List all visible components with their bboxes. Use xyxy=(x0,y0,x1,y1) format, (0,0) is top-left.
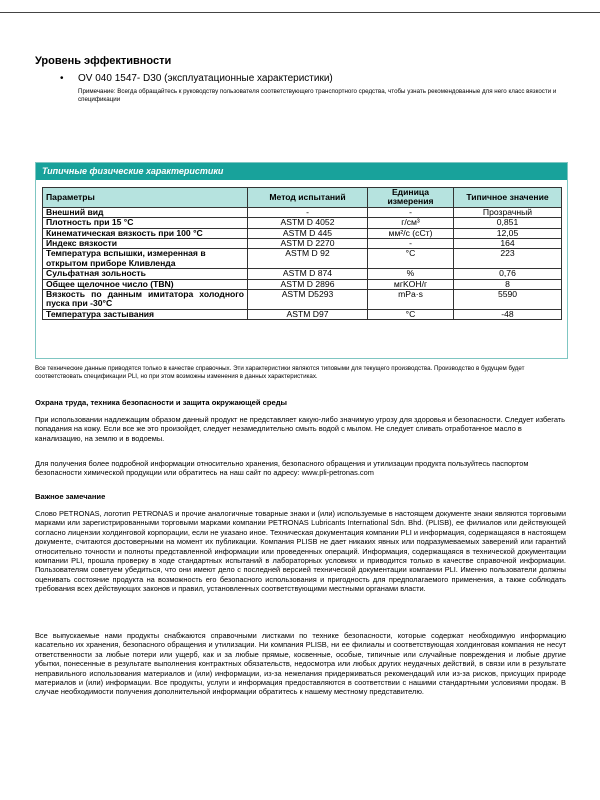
important-paragraph-1: Слово PETRONAS, логотип PETRONAS и прочие аналогичные товарные знаки и (или) используемые в настоящем документе знаки являются торговыми марками или зарегистрированными торговыми марками компании PETRONAS Lubricants International Sdn. Bhd. (PLISB), ее филиалов или действующей согласно лицензии холдинговой корпорации, если не указано иное. Техническая документация компании PLI и информация, содержащаяся в настоящем документе, считаются достоверными на момент их публикации. Компания PLISB не дает никаких явных или подразумеваемых заверений или гарантий относительно точности и полноты представленной информации или проведенных операций. Информация, содержащаяся в технической документации компании PLI, прошла проверку в ходе стандартных испытаний в лабораторных условиях и приводится только в качестве справочной информации. Пользователям советуем убедиться, что они имеют дело с последней версией технической документации компании PLI. Именно пользователи должны оценивать состояние продукта на возможность его безопасного использования и пригодность для предполагаемого применения, а также соблюдать требования всех действующих законов и правил, установленных соответствующими местными органами власти. xyxy=(35,509,567,594)
table-row xyxy=(43,279,562,289)
method-cell: ASTM D 4052 xyxy=(248,218,368,228)
value-cell: 223 xyxy=(454,249,562,269)
header-params: Параметры xyxy=(43,188,248,208)
table-row xyxy=(43,309,562,319)
table-row xyxy=(43,239,562,249)
param-cell: Внешний вид xyxy=(43,207,248,217)
param-cell: Температура вспышки, измеренная в открытом приборе Кливленда xyxy=(43,249,248,269)
param-cell: Температура застывания xyxy=(43,309,248,319)
unit-cell: % xyxy=(368,269,454,279)
method-cell: ASTM D5293 xyxy=(248,290,368,310)
properties-card-title: Типичные физические характеристики xyxy=(42,166,224,176)
section-title: Уровень эффективности xyxy=(35,55,172,67)
value-cell: 12,05 xyxy=(454,228,562,238)
method-cell: ASTM D 2270 xyxy=(248,239,368,249)
bullet-note: Примечание: Всегда обращайтесь к руководству пользователя соответствующего транспортного средства, чтобы узнать рекомендованные для него класс вязкости и спецификации xyxy=(78,88,557,103)
table-row xyxy=(43,228,562,238)
param-cell: Вязкость по данным имитатора холодного пуска при -30°C xyxy=(43,290,248,310)
unit-cell: мм²/с (сСт) xyxy=(368,228,454,238)
value-cell: -48 xyxy=(454,309,562,319)
header-method: Метод испытаний xyxy=(248,188,368,208)
method-cell: ASTM D 874 xyxy=(248,269,368,279)
properties-card xyxy=(35,162,568,359)
value-cell: 5590 xyxy=(454,290,562,310)
safety-title: Охрана труда, техника безопасности и защита окружающей среды xyxy=(35,398,288,407)
safety-paragraph-2: Для получения более подробной информации относительно хранения, безопасного обращения и утилизации продукта пользуйтесь паспортом безопасности химической продукции или обратитесь на наш сайт по адресу: www.pli-petronas.com xyxy=(35,459,529,478)
table-footnote: Все технические данные приводятся только в качестве справочных. Эти характеристики являются типовыми для текущего производства. Производство в будущем будет соответствовать спецификации PLI, но при этом возможны изменения в данных характеристиках. xyxy=(35,365,525,380)
table-row xyxy=(43,249,562,269)
value-cell: 0,851 xyxy=(454,218,562,228)
table-row xyxy=(43,207,562,217)
value-cell: 164 xyxy=(454,239,562,249)
unit-cell: °C xyxy=(368,249,454,269)
value-cell: 8 xyxy=(454,279,562,289)
properties-card-header xyxy=(36,163,567,180)
properties-table xyxy=(42,187,562,320)
value-cell: Прозрачный xyxy=(454,207,562,217)
safety-paragraph-1: При использовании надлежащим образом данный продукт не представляет какую-либо значимую угрозу для здоровья и безопасности. Следует избегать попадания на кожу. Если все же это произойдет, следует незамедлительно смыть водой с мылом. Не следует сливать отработанное масло в канализацию, на землю и в водоемы. xyxy=(35,415,565,443)
important-paragraph-2: Все выпускаемые нами продукты снабжаются справочными листками по технике безопасности, которые содержат необходимую информацию касательно их хранения, безопасного обращения и утилизации. Ни компания PLISB, ни ее филиалы и соответствующая холдинговая компания не несут ответственности за любые потери или ущерб, как и за любые прямые, косвенные, особые, типичные или случайные повреждения и любые другие убытки, понесенные в результате выполнения контрактных обязательств, недосмотра или любых других неудачных действий, в связи или в результате неправильного использования материалов и (или) информации, из-за нежелания придерживаться рекомендаций или из-за рисков, присущих природе материалов и (или) информации. Все продукты, услуги и информация предоставляются в соответствии с нашими стандартными условиями продаж. В случае необходимости получения дополнительной информации обратитесь к нашему местному представителю. xyxy=(35,631,566,697)
table-row xyxy=(43,269,562,279)
unit-cell: мгKOH/г xyxy=(368,279,454,289)
bullet-dot-icon: • xyxy=(60,73,64,84)
method-cell: - xyxy=(248,207,368,217)
value-cell: 0,76 xyxy=(454,269,562,279)
param-cell: Общее щелочное число (TBN) xyxy=(43,279,248,289)
table-row xyxy=(43,218,562,228)
method-cell: ASTM D 92 xyxy=(248,249,368,269)
method-cell: ASTM D97 xyxy=(248,309,368,319)
method-cell: ASTM D 2896 xyxy=(248,279,368,289)
page-top-rule xyxy=(0,0,600,13)
unit-cell: °C xyxy=(368,309,454,319)
important-title: Важное замечание xyxy=(35,492,106,501)
table-header-row xyxy=(43,188,562,208)
table-row xyxy=(43,290,562,310)
param-cell: Сульфатная зольность xyxy=(43,269,248,279)
header-unit: Единица измерения xyxy=(368,188,454,208)
bullet-text: OV 040 1547- D30 (эксплуатационные характеристики) xyxy=(78,73,333,84)
unit-cell: - xyxy=(368,239,454,249)
param-cell: Плотность при 15 °C xyxy=(43,218,248,228)
header-value: Типичное значение xyxy=(454,188,562,208)
param-cell: Индекс вязкости xyxy=(43,239,248,249)
unit-cell: - xyxy=(368,207,454,217)
method-cell: ASTM D 445 xyxy=(248,228,368,238)
unit-cell: mPa·s xyxy=(368,290,454,310)
unit-cell: г/см³ xyxy=(368,218,454,228)
param-cell: Кинематическая вязкость при 100 °C xyxy=(43,228,248,238)
